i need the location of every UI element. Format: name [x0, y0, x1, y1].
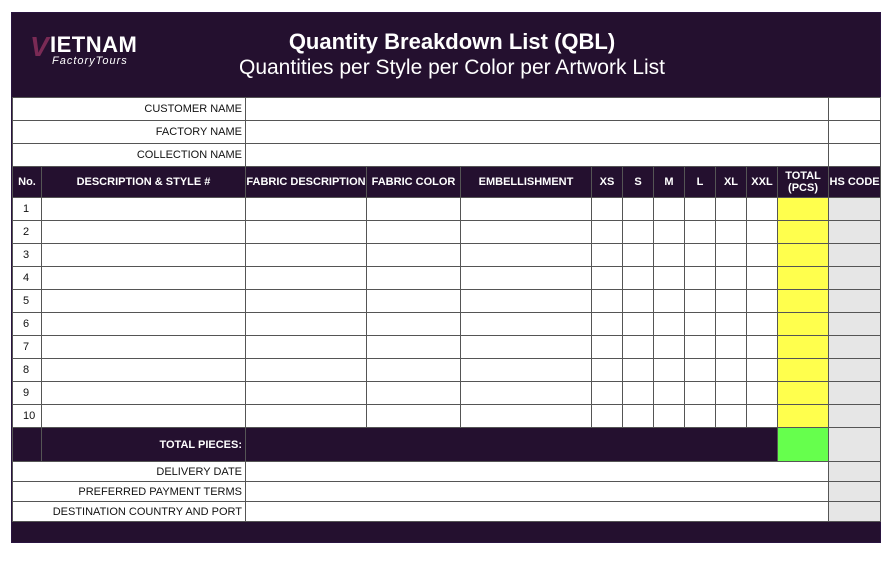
fabric-description-cell[interactable] [246, 267, 367, 290]
fabric-color-cell[interactable] [367, 382, 461, 405]
m-cell[interactable] [654, 359, 685, 382]
destination-extra [829, 502, 881, 522]
total-cell[interactable] [778, 244, 829, 267]
xs-cell[interactable] [592, 198, 623, 221]
collection-name-field[interactable] [246, 144, 829, 167]
destination-field[interactable] [246, 502, 829, 522]
description-cell[interactable] [42, 405, 246, 428]
table-row [13, 221, 881, 244]
total-cell[interactable] [778, 336, 829, 359]
xxl-cell[interactable] [747, 198, 778, 221]
m-cell[interactable] [654, 405, 685, 428]
fabric-description-cell[interactable] [246, 382, 367, 405]
description-cell[interactable] [42, 198, 246, 221]
xs-cell[interactable] [592, 221, 623, 244]
hs-code-cell [829, 336, 881, 359]
table-row [13, 198, 881, 221]
s-cell[interactable] [623, 221, 654, 244]
total-cell[interactable] [778, 359, 829, 382]
hs-code-cell [829, 198, 881, 221]
customer-name-label: CUSTOMER NAME [13, 98, 246, 121]
fabric-description-cell[interactable] [246, 405, 367, 428]
col-xxl: XXL [747, 167, 778, 198]
logo-v: V [30, 31, 49, 62]
col-embellishment: EMBELLISHMENT [461, 167, 592, 198]
row-number: 10 [13, 405, 42, 428]
embellishment-cell[interactable] [461, 336, 592, 359]
row-number: 4 [13, 267, 42, 290]
s-cell[interactable] [623, 313, 654, 336]
embellishment-cell[interactable] [461, 382, 592, 405]
col-total: TOTAL (PCS) [778, 167, 829, 198]
customer-name-field[interactable] [246, 98, 829, 121]
description-cell[interactable] [42, 267, 246, 290]
col-xs: XS [592, 167, 623, 198]
qbl-table [12, 97, 881, 522]
l-cell[interactable] [685, 382, 716, 405]
grand-total-cell[interactable] [778, 428, 829, 462]
fabric-description-cell[interactable] [246, 221, 367, 244]
col-m: M [654, 167, 685, 198]
hs-code-cell [829, 290, 881, 313]
hs-code-cell [829, 267, 881, 290]
row-number: 3 [13, 244, 42, 267]
xl-cell[interactable] [716, 405, 747, 428]
s-cell[interactable] [623, 244, 654, 267]
l-cell[interactable] [685, 290, 716, 313]
embellishment-cell[interactable] [461, 313, 592, 336]
xs-cell[interactable] [592, 359, 623, 382]
fabric-color-cell[interactable] [367, 359, 461, 382]
m-cell[interactable] [654, 336, 685, 359]
xl-cell[interactable] [716, 267, 747, 290]
description-cell[interactable] [42, 290, 246, 313]
xl-cell[interactable] [716, 313, 747, 336]
total-cell[interactable] [778, 198, 829, 221]
xs-cell[interactable] [592, 405, 623, 428]
xxl-cell[interactable] [747, 290, 778, 313]
fabric-description-cell[interactable] [246, 313, 367, 336]
col-hs-code: HS CODE [829, 167, 881, 198]
total-band [246, 428, 778, 462]
fabric-color-cell[interactable] [367, 267, 461, 290]
xl-cell[interactable] [716, 221, 747, 244]
row-number: 1 [13, 198, 42, 221]
xs-cell[interactable] [592, 244, 623, 267]
col-fabric-description: FABRIC DESCRIPTION [246, 167, 367, 198]
description-cell[interactable] [42, 221, 246, 244]
table-row [13, 313, 881, 336]
col-xl: XL [716, 167, 747, 198]
m-cell[interactable] [654, 313, 685, 336]
s-cell[interactable] [623, 405, 654, 428]
qbl-form [11, 12, 881, 543]
description-cell[interactable] [42, 359, 246, 382]
s-cell[interactable] [623, 359, 654, 382]
total-spacer [13, 428, 42, 462]
xs-cell[interactable] [592, 267, 623, 290]
row-number: 2 [13, 221, 42, 244]
delivery-date-field[interactable] [246, 462, 829, 482]
fabric-description-cell[interactable] [246, 244, 367, 267]
embellishment-cell[interactable] [461, 290, 592, 313]
form-title: Quantity Breakdown List (QBL) [288, 29, 616, 54]
m-cell[interactable] [654, 267, 685, 290]
table-row [13, 267, 881, 290]
l-cell[interactable] [685, 267, 716, 290]
xs-cell[interactable] [592, 382, 623, 405]
payment-terms-field[interactable] [246, 482, 829, 502]
description-cell[interactable] [42, 313, 246, 336]
l-cell[interactable] [685, 336, 716, 359]
total-hs-cell [829, 428, 881, 462]
embellishment-cell[interactable] [461, 198, 592, 221]
xs-cell[interactable] [592, 336, 623, 359]
total-cell[interactable] [778, 405, 829, 428]
fabric-color-cell[interactable] [367, 221, 461, 244]
form-header [12, 13, 880, 97]
hs-code-cell [829, 244, 881, 267]
l-cell[interactable] [685, 313, 716, 336]
collection-name-label: COLLECTION NAME [13, 144, 246, 167]
l-cell[interactable] [685, 359, 716, 382]
logo-word: IETNAM [50, 32, 138, 57]
xl-cell[interactable] [716, 244, 747, 267]
fabric-description-cell[interactable] [246, 290, 367, 313]
col-description: DESCRIPTION & STYLE # [42, 167, 246, 198]
form-subtitle: Quantities per Style per Color per Artwork List [238, 56, 665, 79]
fabric-color-cell[interactable] [367, 313, 461, 336]
payment-terms-extra [829, 482, 881, 502]
delivery-date-extra [829, 462, 881, 482]
total-pieces-label: TOTAL PIECES: [42, 428, 246, 462]
total-cell[interactable] [778, 382, 829, 405]
fabric-description-cell[interactable] [246, 336, 367, 359]
data-rows [13, 198, 881, 428]
table-row [13, 359, 881, 382]
embellishment-cell[interactable] [461, 267, 592, 290]
xxl-cell[interactable] [747, 405, 778, 428]
row-number: 5 [13, 290, 42, 313]
xs-cell[interactable] [592, 313, 623, 336]
hs-code-cell [829, 313, 881, 336]
l-cell[interactable] [685, 244, 716, 267]
customer-name-extra[interactable] [829, 98, 881, 121]
l-cell[interactable] [685, 198, 716, 221]
factory-name-extra[interactable] [829, 121, 881, 144]
delivery-date-label: DELIVERY DATE [13, 462, 246, 482]
hs-code-cell [829, 382, 881, 405]
m-cell[interactable] [654, 382, 685, 405]
table-row [13, 244, 881, 267]
s-cell[interactable] [623, 336, 654, 359]
table-row [13, 382, 881, 405]
xl-cell[interactable] [716, 382, 747, 405]
embellishment-cell[interactable] [461, 221, 592, 244]
hs-code-cell [829, 405, 881, 428]
s-cell[interactable] [623, 290, 654, 313]
s-cell[interactable] [623, 198, 654, 221]
total-cell[interactable] [778, 267, 829, 290]
xl-cell[interactable] [716, 359, 747, 382]
description-cell[interactable] [42, 244, 246, 267]
col-fabric-color: FABRIC COLOR [367, 167, 461, 198]
fabric-color-cell[interactable] [367, 290, 461, 313]
xxl-cell[interactable] [747, 313, 778, 336]
factory-name-field[interactable] [246, 121, 829, 144]
xxl-cell[interactable] [747, 267, 778, 290]
fabric-color-cell[interactable] [367, 198, 461, 221]
embellishment-cell[interactable] [461, 405, 592, 428]
xl-cell[interactable] [716, 198, 747, 221]
xxl-cell[interactable] [747, 359, 778, 382]
xl-cell[interactable] [716, 336, 747, 359]
total-cell[interactable] [778, 313, 829, 336]
m-cell[interactable] [654, 221, 685, 244]
xxl-cell[interactable] [747, 221, 778, 244]
m-cell[interactable] [654, 198, 685, 221]
fabric-color-cell[interactable] [367, 405, 461, 428]
row-number: 9 [13, 382, 42, 405]
m-cell[interactable] [654, 290, 685, 313]
table-row [13, 405, 881, 428]
embellishment-cell[interactable] [461, 244, 592, 267]
l-cell[interactable] [685, 221, 716, 244]
total-cell[interactable] [778, 221, 829, 244]
m-cell[interactable] [654, 244, 685, 267]
factory-name-label: FACTORY NAME [13, 121, 246, 144]
fabric-color-cell[interactable] [367, 244, 461, 267]
fabric-description-cell[interactable] [246, 198, 367, 221]
row-number: 8 [13, 359, 42, 382]
fabric-description-cell[interactable] [246, 359, 367, 382]
description-cell[interactable] [42, 382, 246, 405]
xs-cell[interactable] [592, 290, 623, 313]
destination-label: DESTINATION COUNTRY AND PORT [13, 502, 246, 522]
description-cell[interactable] [42, 336, 246, 359]
fabric-color-cell[interactable] [367, 336, 461, 359]
hs-code-cell [829, 221, 881, 244]
row-number: 7 [13, 336, 42, 359]
xl-cell[interactable] [716, 290, 747, 313]
logo-subtitle: FactoryTours [52, 55, 128, 67]
total-cell[interactable] [778, 290, 829, 313]
s-cell[interactable] [623, 267, 654, 290]
l-cell[interactable] [685, 405, 716, 428]
col-s: S [623, 167, 654, 198]
s-cell[interactable] [623, 382, 654, 405]
embellishment-cell[interactable] [461, 359, 592, 382]
payment-terms-label: PREFERRED PAYMENT TERMS [13, 482, 246, 502]
col-no: No. [13, 167, 42, 198]
row-number: 6 [13, 313, 42, 336]
hs-code-cell [829, 359, 881, 382]
xxl-cell[interactable] [747, 382, 778, 405]
xxl-cell[interactable] [747, 244, 778, 267]
footer-band [12, 522, 880, 542]
collection-name-extra[interactable] [829, 144, 881, 167]
table-row [13, 290, 881, 313]
table-row [13, 336, 881, 359]
col-l: L [685, 167, 716, 198]
xxl-cell[interactable] [747, 336, 778, 359]
